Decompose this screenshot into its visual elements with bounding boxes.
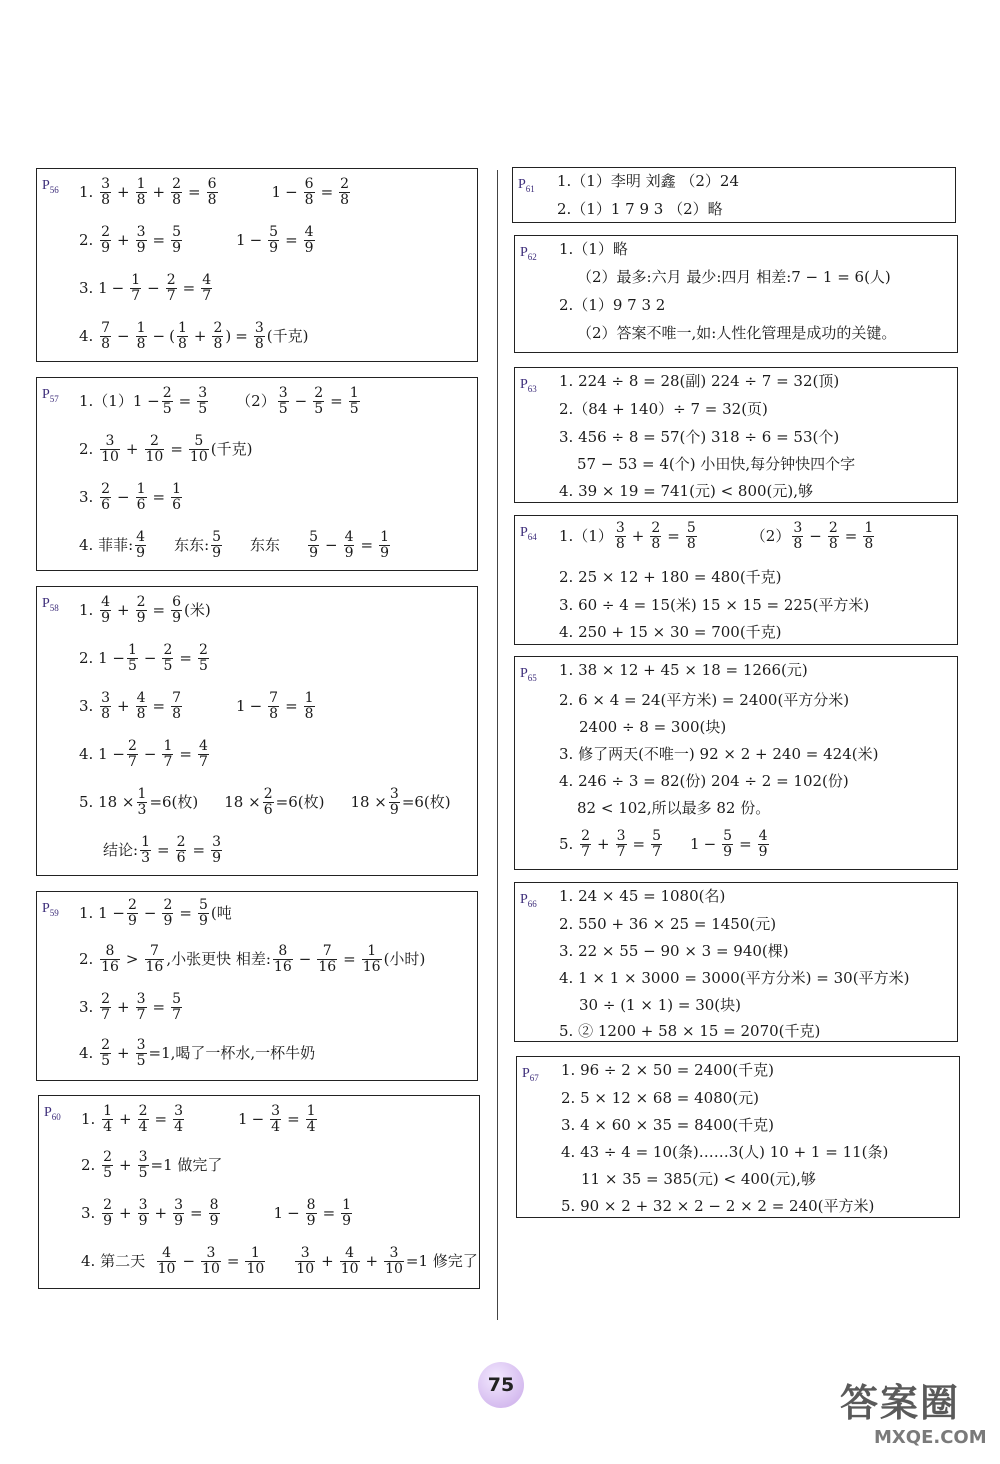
answer-line: 2. 550 + 36 × 25 = 1450(元) [559,915,777,933]
answer-line: 1. 38 × 12 + 45 × 18 = 1266(元) [559,661,808,679]
page-label: $P_{56}$ [42,178,59,195]
answer-box-p61 [512,167,956,223]
watermark-logo: 答案圈 MXQE.COM [840,1381,987,1448]
answer-line: 3. 4 × 60 × 35 = 8400(千克) [561,1116,774,1134]
answer-line: 4. 43 ÷ 4 = 10(条)……3(人) 10 + 1 = 11(条) [561,1143,889,1161]
answer-line: 2. 3 10 + $\frac{2}{10}$ = $\frac{5}{10}$ ( 千克 ) [79,433,253,465]
answer-line: 3. 2 6 − $\frac{1}{6}$ = $\frac{1}{6}$ [79,481,182,513]
answer-line: 3. 修了两天(不唯一) 92 × 2 + 240 = 424(米) [559,745,879,763]
answer-line: 4. 菲菲: 4 9 东东: 5 9 东东 5 9 − $\frac{4}{9}$ = $\frac{1}{9}$ [79,529,389,561]
answer-line: 2. 1 − $\frac{1}{5}$ − $\frac{2}{5}$ = $\frac{2}{5}$ [79,642,208,674]
answer-line: 3. 1 − $\frac{1}{7}$ − $\frac{2}{7}$ = $\frac{4}{7}$ [79,272,212,304]
answer-line: 2. 6 × 4 = 24(平方米) = 2400(平方分米) [559,691,850,709]
answer-line: 4. 7 8 − $\frac{1}{8}$ − ( $\frac{1}{8}$ + $\frac{2}{8}$ ) = $\frac{3}{8}$ ( 千克 ) [79,320,309,352]
answer-box-p65 [514,656,958,870]
answer-line: 1. 4 9 + $\frac{2}{9}$ = $\frac{6}{9}$ ( 米 ) [79,594,211,626]
answer-line: 3. 456 ÷ 8 = 57(个) 318 ÷ 6 = 53(个) [559,428,840,446]
answer-line: 1. 96 ÷ 2 × 50 = 2400(千克) [561,1061,774,1079]
page-number: 75 [478,1362,524,1408]
page-label: $P_{66}$ [520,892,537,909]
answer-line: 1. 24 × 45 = 1080(名) [559,887,726,905]
answer-line: 2. 25 × 12 + 180 = 480(千克) [559,568,782,586]
answer-line: 3. 2 9 + $\frac{3}{9}$ + $\frac{3}{9}$ = $\frac{8}{9}$ 1 − $\frac{8}{9}$ = $\frac{1}{9}$ [81,1197,352,1229]
answer-line: 3. 3 8 + $\frac{4}{8}$ = $\frac{7}{8}$ 1 − $\frac{7}{8}$ = $\frac{1}{8}$ [79,690,314,722]
answer-line: 2.（1）9 7 3 2 [559,296,666,314]
answer-box-p66 [514,882,958,1042]
page-label: $P_{64}$ [520,525,537,542]
answer-line: 1. 224 ÷ 8 = 28(副) 224 ÷ 7 = 32(顶) [559,372,840,390]
answer-line: （2）答案不唯一,如:人性化管理是成功的关键。 [577,324,897,342]
answer-line: 5. 18 × $\frac{1}{3}$ =6(枚) 18 × $\frac{2}{6}$ =6(枚) 18 × $\frac{3}{9}$ =6(枚) [79,786,451,818]
page-label: $P_{59}$ [42,901,59,918]
answer-line: 4. 246 ÷ 3 = 82(份) 204 ÷ 2 = 102(份) [559,772,849,790]
answer-box-p59 [36,891,478,1081]
page-label: $P_{61}$ [518,177,535,194]
answer-line: 2. 2 9 + $\frac{3}{9}$ = $\frac{5}{9}$ 1 − $\frac{5}{9}$ = $\frac{4}{9}$ [79,224,314,256]
answer-line: 4. 250 + 15 × 30 = 700(千克) [559,623,782,641]
page-label: $P_{58}$ [42,596,59,613]
answer-box-p67 [516,1056,960,1218]
answer-line: 5. ② 1200 + 58 × 15 = 2070(千克) [559,1022,821,1040]
answer-line: 1.（1）李明 刘鑫 （2）24 [557,172,740,190]
answer-line: 2. 8 16 > 7 16 ,小张更快 相差: 8 16 − $\frac{7}{16}$ = $\frac{1}{16}$ ( 小时 ) [79,943,426,975]
answer-line: 结论: $\frac{1}{3}$ = $\frac{2}{6}$ = $\frac{3}{9}$ [103,834,221,866]
page-label: $P_{57}$ [42,387,59,404]
answer-line: 30 ÷ (1 × 1) = 30(块) [579,996,741,1014]
answer-box-p58 [36,586,478,876]
answer-box-p56 [36,168,478,362]
answer-line: （2）最多:六月 最少:四月 相差:7 − 1 = 6(人) [577,268,891,286]
page-label: $P_{63}$ [520,377,537,394]
answer-line: 5. 2 7 + $\frac{3}{7}$ = $\frac{5}{7}$ 1 − $\frac{5}{9}$ = $\frac{4}{9}$ [559,828,768,860]
page-label: $P_{60}$ [44,1105,61,1122]
answer-box-p64 [514,515,958,645]
answer-line: 4. 第二天 4 10 − $\frac{3}{10}$ = $\frac{1}{10}$ 3 10 + $\frac{4}{10}$ + $\frac{3}{10}$ =1 修完了 [81,1245,478,1277]
answer-line: 2.（1）1 7 9 3 （2）略 [557,200,723,218]
answer-line: 57 − 53 = 4(个) 小田快,每分钟快四个字 [577,455,856,473]
answer-box-p60 [38,1095,480,1289]
answer-line: 4. 2 5 + $\frac{3}{5}$ =1,喝了一杯水,一杯牛奶 [79,1037,316,1069]
answer-line: 1. 1 4 + $\frac{2}{4}$ = $\frac{3}{4}$ 1 − $\frac{3}{4}$ = $\frac{1}{4}$ [81,1103,316,1135]
answer-line: 3. 60 ÷ 4 = 15(米) 15 × 15 = 225(平方米) [559,596,870,614]
answer-line: 2. 2 5 + $\frac{3}{5}$ =1 做完了 [81,1149,223,1181]
column-divider [497,170,498,1320]
page-label: $P_{67}$ [522,1066,539,1083]
answer-line: 2.（84 + 140）÷ 7 = 32(页) [559,400,768,418]
answer-line: 3. 22 × 55 − 90 × 3 = 940(棵) [559,942,789,960]
answer-line: 1.（1）1 − $\frac{2}{5}$ = $\frac{3}{5}$ （2） 3 5 − $\frac{2}{5}$ = $\frac{1}{5}$ [79,385,359,417]
answer-line: 2. 5 × 12 × 68 = 4080(元) [561,1089,759,1107]
answer-box-p62 [514,235,958,353]
answer-line: 4. 1 × 1 × 3000 = 3000(平方分米) = 30(平方米) [559,969,910,987]
answer-line: 1.（1） 3 8 + $\frac{2}{8}$ = $\frac{5}{8}$ （2） 3 8 − $\frac{2}{8}$ = $\frac{1}{8}$ [559,520,874,552]
answer-line: 11 × 35 = 385(元) < 400(元),够 [581,1170,816,1188]
answer-line: 4. 39 × 19 = 741(元) < 800(元),够 [559,482,814,500]
answer-line: 1.（1）略 [559,240,628,258]
answer-box-p57 [36,377,478,571]
answer-line: 3. 2 7 + $\frac{3}{7}$ = $\frac{5}{7}$ [79,991,182,1023]
answer-box-p63 [514,367,958,503]
answer-line: 2400 ÷ 8 = 300(块) [579,718,727,736]
answer-line: 1. 1 − $\frac{2}{9}$ − $\frac{2}{9}$ = $\frac{5}{9}$ ( 吨 [79,897,232,929]
answer-line: 5. 90 × 2 + 32 × 2 − 2 × 2 = 240(平方米) [561,1197,875,1215]
answer-line: 1. 3 8 + $\frac{1}{8}$ + $\frac{2}{8}$ = $\frac{6}{8}$ 1 − $\frac{6}{8}$ = $\frac{2}{8}$ [79,176,350,208]
page-label: $P_{65}$ [520,666,537,683]
page-label: $P_{62}$ [520,245,537,262]
answer-line: 4. 1 − $\frac{2}{7}$ − $\frac{1}{7}$ = $\frac{4}{7}$ [79,738,208,770]
answer-line: 82 < 102,所以最多 82 份。 [577,799,771,817]
